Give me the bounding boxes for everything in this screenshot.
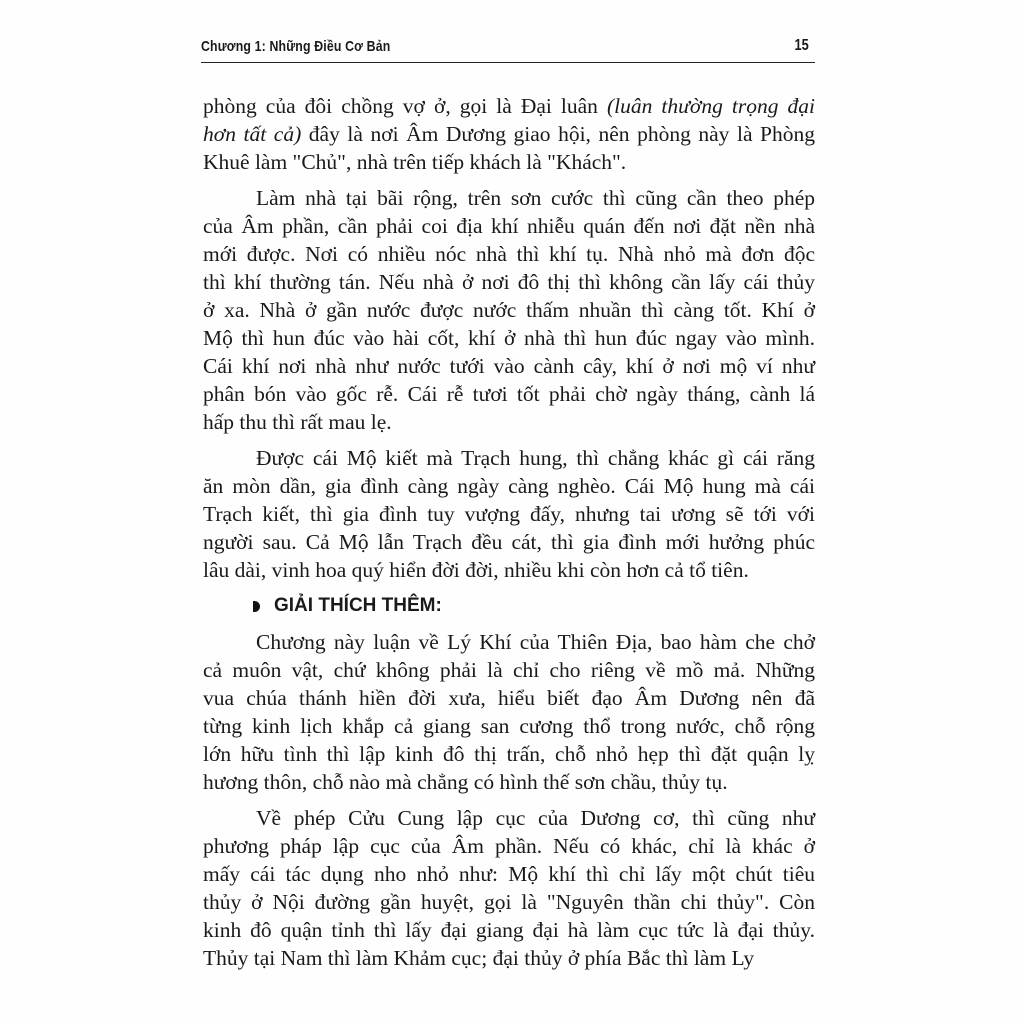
text-line: từng kinh lịch khắp cả giang san cương thổ trong nước, chỗ rộng bbox=[203, 714, 815, 738]
text-line: của Âm phần, cần phải coi địa khí nhiễu quán đến nơi đặt nền nhà bbox=[203, 214, 815, 238]
text-line: Được cái Mộ kiết mà Trạch hung, thì chẳng khác gì cái răng bbox=[256, 446, 815, 470]
text-line: hấp thu thì rất mau lẹ. bbox=[203, 410, 392, 434]
running-header bbox=[201, 36, 815, 63]
text-line: lớn hữu tình thì lập kinh đô thị trấn, chỗ nhỏ hẹp thì đặt quận lỵ bbox=[203, 742, 815, 766]
text-line: cả muôn vật, chứ không phải là chỉ cho riêng về mồ mả. Những bbox=[203, 658, 815, 682]
text-line: hương thôn, chỗ nào mà chẳng có hình thế sơn chầu, thủy tụ. bbox=[203, 770, 728, 794]
text-line: mới được. Nơi có nhiều nóc nhà thì khí tụ. Nhà nhỏ mà đơn độc bbox=[203, 242, 815, 266]
paragraph bbox=[203, 92, 815, 176]
text-line: hơn tất cả) đây là nơi Âm Dương giao hội, nên phòng này là Phòng bbox=[203, 122, 816, 146]
text-line: Thủy tại Nam thì làm Khảm cục; đại thủy ở phía Bắc thì làm Ly bbox=[203, 946, 755, 970]
italic-text: (luân thường trọng đại bbox=[606, 94, 815, 118]
text-line: phòng của đôi chồng vợ ở, gọi là Đại luân (luân thường trọng đại bbox=[203, 94, 815, 118]
text-line: Làm nhà tại bãi rộng, trên sơn cước thì cũng cần theo phép bbox=[256, 186, 815, 210]
text-line: mấy cái tác dụng nho nhỏ như: Mộ khí thì chỉ lấy một chút tiêu bbox=[203, 862, 815, 886]
chapter-title: Chương 1: Những Điều Cơ Bản bbox=[201, 38, 391, 55]
text-line: phân bón vào gốc rễ. Cái rễ tươi tốt phải chờ ngày tháng, cành lá bbox=[203, 382, 815, 406]
page-body bbox=[203, 92, 815, 980]
text-line: phương pháp lập cục của Âm phần. Nếu có khác, chỉ là khác ở bbox=[203, 834, 815, 858]
text-line: kinh đô quận tỉnh thì lấy đại giang đại hà làm cục tức là đại thủy. bbox=[203, 918, 815, 942]
bullet-icon bbox=[253, 601, 260, 612]
text-line: Mộ thì hun đúc vào hài cốt, khí ở nhà thì hun đúc ngay vào mình. bbox=[203, 326, 815, 350]
text-line: Về phép Cửu Cung lập cục của Dương cơ, thì cũng như bbox=[256, 806, 815, 830]
text-line: Trạch kiết, thì gia đình tuy vượng đấy, nhưng tai ương sẽ tới với bbox=[203, 502, 815, 526]
text-line: Cái khí nơi nhà như nước tưới vào cành cây, khí ở nơi mộ ví như bbox=[203, 354, 815, 378]
text-line: Chương này luận về Lý Khí của Thiên Địa, bao hàm che chở bbox=[256, 630, 815, 654]
text-line: ở xa. Nhà ở gần nước được nước thấm nhuần thì càng tốt. Khí ở bbox=[203, 298, 815, 322]
text-line: thủy ở Nội đường gần huyệt, gọi là "Nguyên thần chi thủy". Còn bbox=[203, 890, 815, 914]
page-number: 15 bbox=[794, 37, 809, 54]
text-line: thì khí thường tán. Nếu nhà ở nơi đô thị thì không cần lấy cái thủy bbox=[203, 270, 815, 294]
italic-text: hơn tất cả) bbox=[203, 122, 302, 146]
section-heading: GIẢI THÍCH THÊM: bbox=[203, 592, 815, 620]
paragraph bbox=[203, 628, 815, 796]
text-line: ăn mòn dần, gia đình càng ngày càng nghèo. Cái Mộ hung mà cái bbox=[203, 474, 815, 498]
paragraph bbox=[203, 184, 815, 436]
text-line: Khuê làm "Chủ", nhà trên tiếp khách là "Khách". bbox=[203, 150, 627, 174]
text-line: lâu dài, vinh hoa quý hiển đời đời, nhiều khi còn hơn cả tổ tiên. bbox=[203, 558, 749, 582]
text-line: vua chúa thánh hiền đời xưa, hiểu biết đạo Âm Dương nên đã bbox=[203, 686, 815, 710]
paragraph bbox=[203, 804, 815, 972]
paragraph bbox=[203, 444, 815, 584]
text-line: người sau. Cả Mộ lẫn Trạch đều cát, thì gia đình mới hưởng phúc bbox=[203, 530, 815, 554]
